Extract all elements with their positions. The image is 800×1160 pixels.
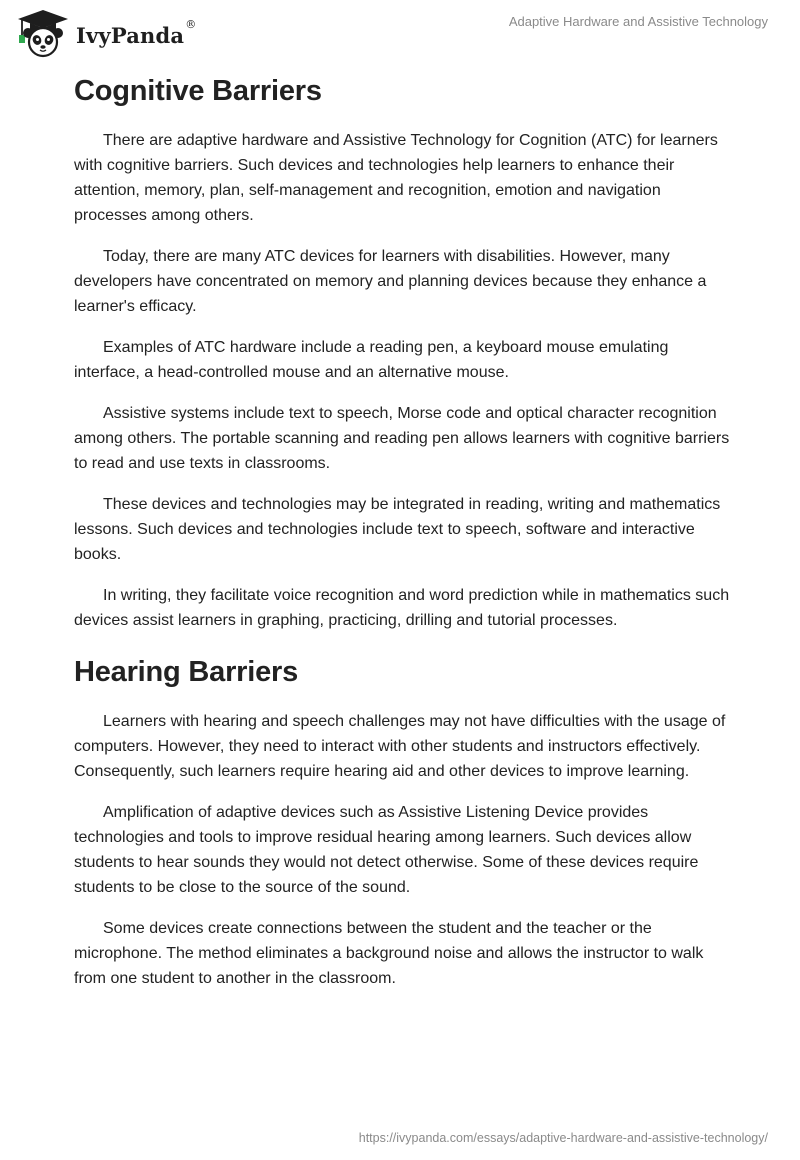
section-heading-cognitive: Cognitive Barriers <box>74 75 322 107</box>
paragraph: Assistive systems include text to speech, Morse code and optical character recognition among others. The portable scanning and reading pen allows learners with cognitive barriers to read and use texts in classrooms. <box>74 405 730 472</box>
logo[interactable] <box>14 8 196 58</box>
paragraph: Examples of ATC hardware include a reading pen, a keyboard mouse emulating interface, a head-controlled mouse and an alternative mouse. <box>74 339 669 381</box>
essay-content <box>74 68 734 1007</box>
paragraph: In writing, they facilitate voice recognition and word prediction while in mathematics such devices assist learners in graphing, practicing, drilling and tutorial processes. <box>74 587 730 629</box>
panda-graduate-icon <box>14 8 72 58</box>
paragraph: These devices and technologies may be integrated in reading, writing and mathematics lessons. Such devices and technologies include text to speech, software and interactive books. <box>74 496 721 563</box>
paragraph: Some devices create connections between the student and the teacher or the microphone. The method eliminates a background noise and allows the instructor to walk from one student to another in the classroom. <box>74 920 704 987</box>
page-header <box>0 0 800 64</box>
brand-name: IvyPanda <box>76 22 185 48</box>
paragraph: Today, there are many ATC devices for learners with disabilities. However, many developers have concentrated on memory and planning devices because they enhance a learner's efficacy. <box>74 248 707 315</box>
section-heading-hearing: Hearing Barriers <box>74 656 299 688</box>
paragraph: There are adaptive hardware and Assistive Technology for Cognition (ATC) for learners with cognitive barriers. Such devices and technologies help learners to enhance their attention, memory, plan, self-management and recognition, emotion and navigation processes among others. <box>74 132 718 224</box>
registered-mark: ® <box>185 17 197 31</box>
paragraph: Amplification of adaptive devices such as Assistive Listening Device provides technologies and tools to improve residual hearing among learners. Such devices allow students to hear sounds they would not detect otherwise. Some of these devices require students to be close to the source of the sound. <box>74 804 699 896</box>
running-title: Adaptive Hardware and Assistive Technology <box>508 14 768 29</box>
source-url[interactable]: https://ivypanda.com/essays/adaptive-hardware-and-assistive-technology/ <box>358 1131 768 1145</box>
paragraph: Learners with hearing and speech challenges may not have difficulties with the usage of computers. However, they need to interact with other students and instructors effectively. Consequently, such learners require hearing aid and other devices to improve learning. <box>74 713 726 780</box>
